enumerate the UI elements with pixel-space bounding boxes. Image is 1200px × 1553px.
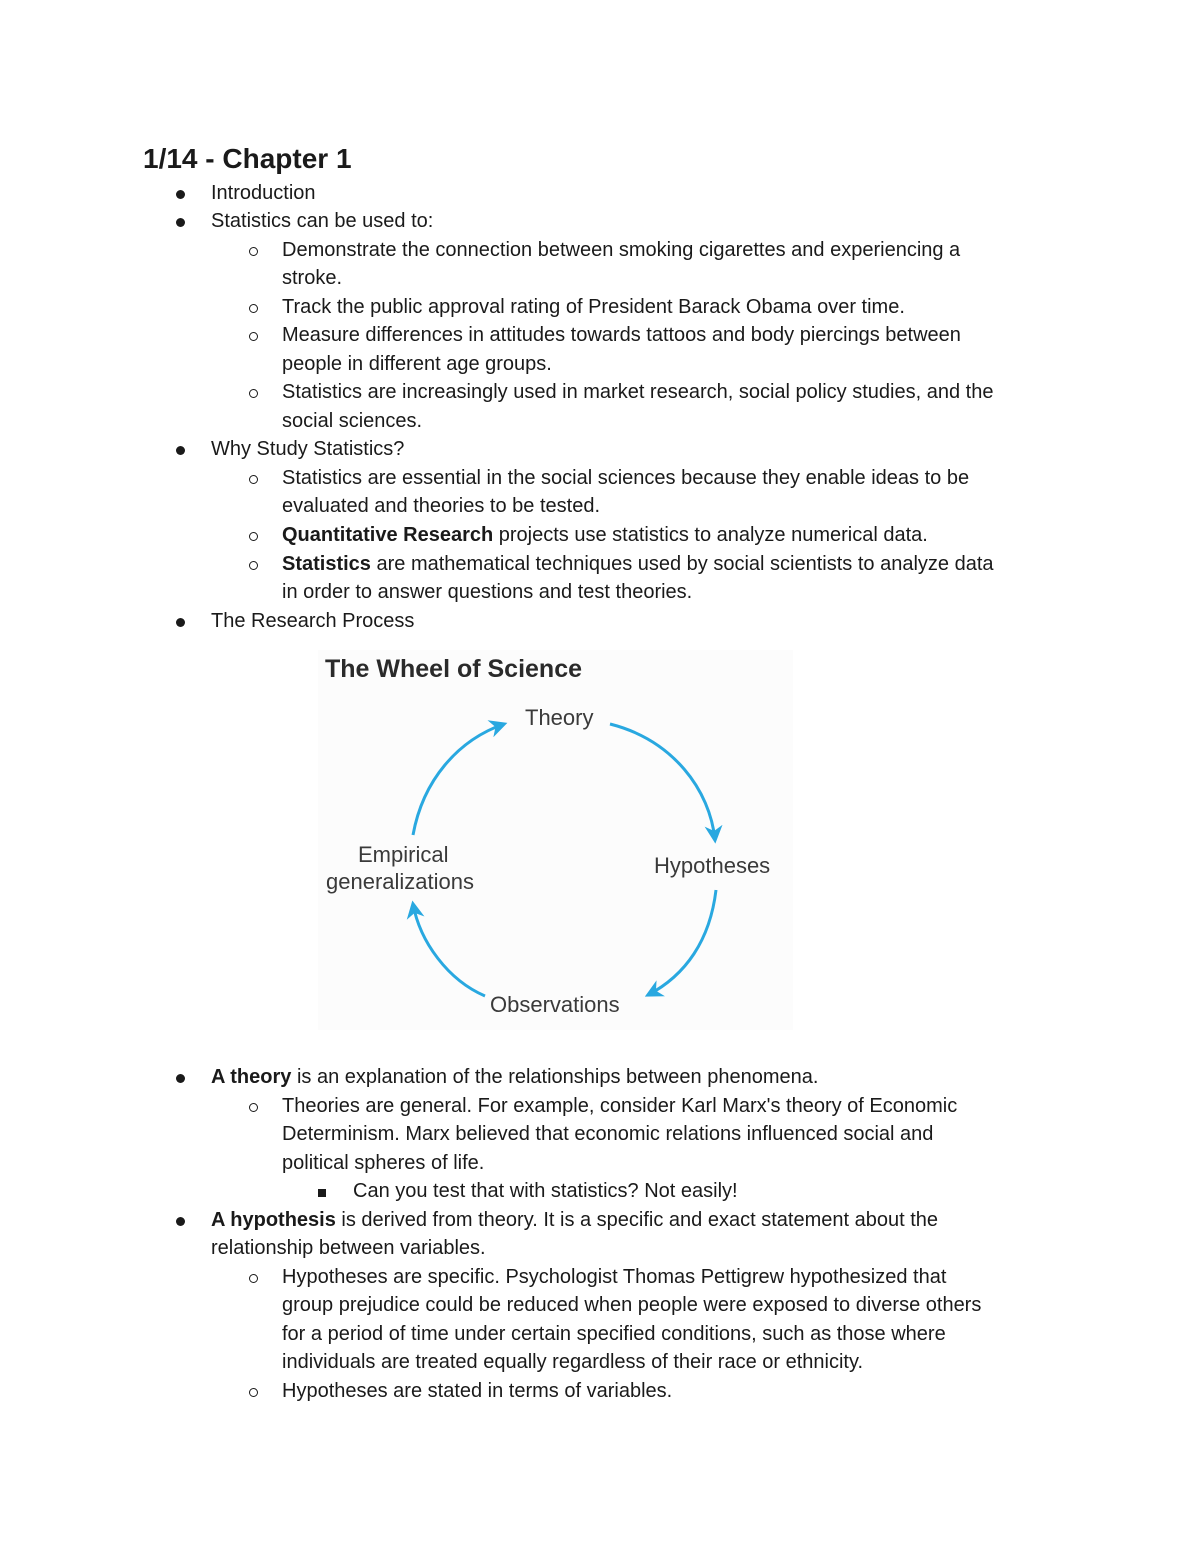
list-item-theory xyxy=(211,1063,818,1092)
bullet-ring-icon xyxy=(249,1263,258,1292)
list-item-general-line2: Determinism. Marx believed that economic relations influenced social and xyxy=(282,1123,934,1145)
label-theory: Theory xyxy=(525,705,594,730)
list-item-variables: Hypotheses are stated in terms of variables. xyxy=(282,1380,673,1402)
list-item-tattoo-line1: Measure differences in attitudes towards tattoos and body piercings between xyxy=(282,324,961,346)
bullet-dot-icon xyxy=(176,207,185,236)
label-generalizations: generalizations xyxy=(326,869,474,894)
list-item-obama: Track the public approval rating of President Barack Obama over time. xyxy=(282,296,905,318)
bullet-dot-icon xyxy=(176,1063,185,1092)
wheel-of-science-figure xyxy=(318,650,793,1030)
list-item-smoking-line2: stroke. xyxy=(282,267,343,289)
page-title: 1/14 - Chapter 1 xyxy=(143,143,352,174)
term-theory: A theory xyxy=(211,1066,292,1088)
list-item-introduction: Introduction xyxy=(211,182,316,204)
figure-title: The Wheel of Science xyxy=(325,655,583,683)
bullet-square-icon xyxy=(318,1177,326,1206)
statistics-definition-line2: in order to answer questions and test theories. xyxy=(282,581,693,603)
list-item-quantitative xyxy=(282,521,928,550)
list-item-specific-line1: Hypotheses are specific. Psychologist Thomas Pettigrew hypothesized that xyxy=(282,1266,947,1288)
label-empirical: Empirical xyxy=(358,842,449,867)
list-item-research-process: The Research Process xyxy=(211,610,415,632)
term-hypothesis: A hypothesis xyxy=(211,1209,336,1231)
bullet-ring-icon xyxy=(249,464,258,493)
list-item-essential-line1: Statistics are essential in the social sciences because they enable ideas to be xyxy=(282,467,970,489)
hypothesis-definition-line2: relationship between variables. xyxy=(211,1237,486,1259)
bullet-dot-icon xyxy=(176,435,185,464)
bullet-ring-icon xyxy=(249,293,258,322)
bullet-ring-icon xyxy=(249,321,258,350)
list-item-smoking-line1: Demonstrate the connection between smoking cigarettes and experiencing a xyxy=(282,239,961,261)
arrow-theory-to-hypotheses xyxy=(610,724,715,840)
list-item-statistics-def xyxy=(282,550,994,579)
list-item-tattoo-line2: people in different age groups. xyxy=(282,353,552,375)
theory-definition: is an explanation of the relationships between phenomena. xyxy=(291,1066,819,1088)
wheel-of-science-diagram xyxy=(318,650,793,1030)
list-item-specific-line3: for a period of time under certain specified conditions, such as those where xyxy=(282,1323,946,1345)
quantitative-definition: projects use statistics to analyze numerical data. xyxy=(493,524,928,546)
label-hypotheses: Hypotheses xyxy=(654,853,771,878)
arrow-observations-to-empirical xyxy=(413,904,485,996)
arrow-empirical-to-theory xyxy=(413,724,504,835)
bullet-ring-icon xyxy=(249,550,258,579)
term-quantitative-research: Quantitative Research xyxy=(282,524,494,546)
hypothesis-definition-line1: is derived from theory. It is a specific and exact statement about the xyxy=(335,1209,938,1231)
bullet-ring-icon xyxy=(249,378,258,407)
bullet-ring-icon xyxy=(249,521,258,550)
label-observations: Observations xyxy=(490,992,620,1017)
list-item-specific-line4: individuals are treated equally regardless of their race or ethnicity. xyxy=(282,1351,864,1373)
statistics-definition-line1: are mathematical techniques used by social scientists to analyze data xyxy=(370,553,994,575)
bullet-dot-icon xyxy=(176,1206,185,1235)
bullet-dot-icon xyxy=(176,607,185,636)
bullet-dot-icon xyxy=(176,179,185,208)
bullet-ring-icon xyxy=(249,236,258,265)
list-item-test-question: Can you test that with statistics? Not easily! xyxy=(353,1180,738,1202)
list-item-essential-line2: evaluated and theories to be tested. xyxy=(282,495,601,517)
list-item-why-study: Why Study Statistics? xyxy=(211,438,405,460)
list-item-market-line2: social sciences. xyxy=(282,410,423,432)
arrow-hypotheses-to-observations xyxy=(648,890,716,995)
bullet-ring-icon xyxy=(249,1092,258,1121)
list-item-market-line1: Statistics are increasingly used in market research, social policy studies, and the xyxy=(282,381,994,403)
list-item-specific-line2: group prejudice could be reduced when people were exposed to diverse others xyxy=(282,1294,982,1316)
list-item-general-line3: political spheres of life. xyxy=(282,1152,485,1174)
bullet-ring-icon xyxy=(249,1377,258,1406)
list-item-hypothesis xyxy=(211,1206,938,1235)
list-item-general-line1: Theories are general. For example, consider Karl Marx's theory of Economic xyxy=(282,1095,958,1117)
list-item-stats-used: Statistics can be used to: xyxy=(211,210,434,232)
term-statistics: Statistics xyxy=(282,553,371,575)
